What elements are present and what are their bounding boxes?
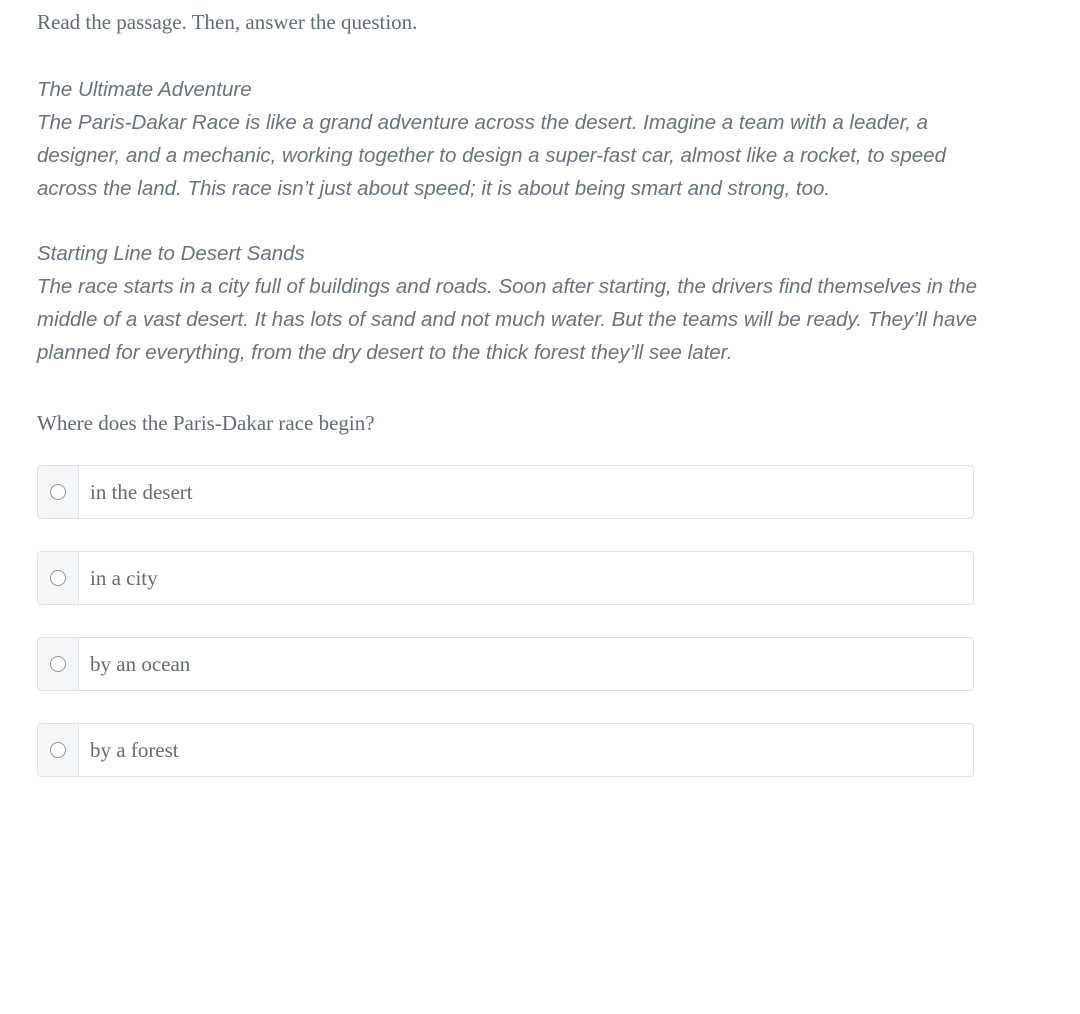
radio-cell <box>38 466 79 518</box>
question-prompt: Where does the Paris-Dakar race begin? <box>37 411 375 435</box>
answer-choices <box>37 465 1037 777</box>
passage-section-title: Starting Line to Desert Sands <box>37 242 305 265</box>
instructions-text: Read the passage. Then, answer the question. <box>37 10 418 34</box>
radio-button[interactable] <box>50 656 66 672</box>
radio-button[interactable] <box>50 484 66 500</box>
answer-choice-label: by a forest <box>90 737 179 762</box>
passage-section <box>37 73 1037 205</box>
answer-choice[interactable] <box>37 637 974 691</box>
radio-cell <box>38 638 79 690</box>
passage-section <box>37 237 1037 369</box>
radio-cell <box>38 552 79 604</box>
answer-choice[interactable] <box>37 723 974 777</box>
passage-section-body: The race starts in a city full of buildings and roads. Soon after starting, the drivers find themselves in the middle of a vast desert. It has lots of sand and not much water. But the teams will be ready. They’ll have planned for everything, from the dry desert to the thick forest they’ll see later. <box>37 275 978 364</box>
question-content <box>37 0 1037 809</box>
answer-choice[interactable] <box>37 551 974 605</box>
answer-choice-label: by an ocean <box>90 651 191 676</box>
answer-choice-label: in the desert <box>90 479 193 504</box>
passage-section-body: The Paris-Dakar Race is like a grand adventure across the desert. Imagine a team with a leader, a designer, and a mechanic, working together to design a super-fast car, almost like a rocket, to speed across the land. This race isn’t just about speed; it is about being smart and strong, too. <box>37 111 946 200</box>
radio-button[interactable] <box>50 570 66 586</box>
answer-choice-label: in a city <box>90 565 158 590</box>
answer-choice[interactable] <box>37 465 974 519</box>
passage-section-title: The Ultimate Adventure <box>37 78 252 101</box>
radio-cell <box>38 724 79 776</box>
passage <box>37 73 1037 369</box>
radio-button[interactable] <box>50 742 66 758</box>
